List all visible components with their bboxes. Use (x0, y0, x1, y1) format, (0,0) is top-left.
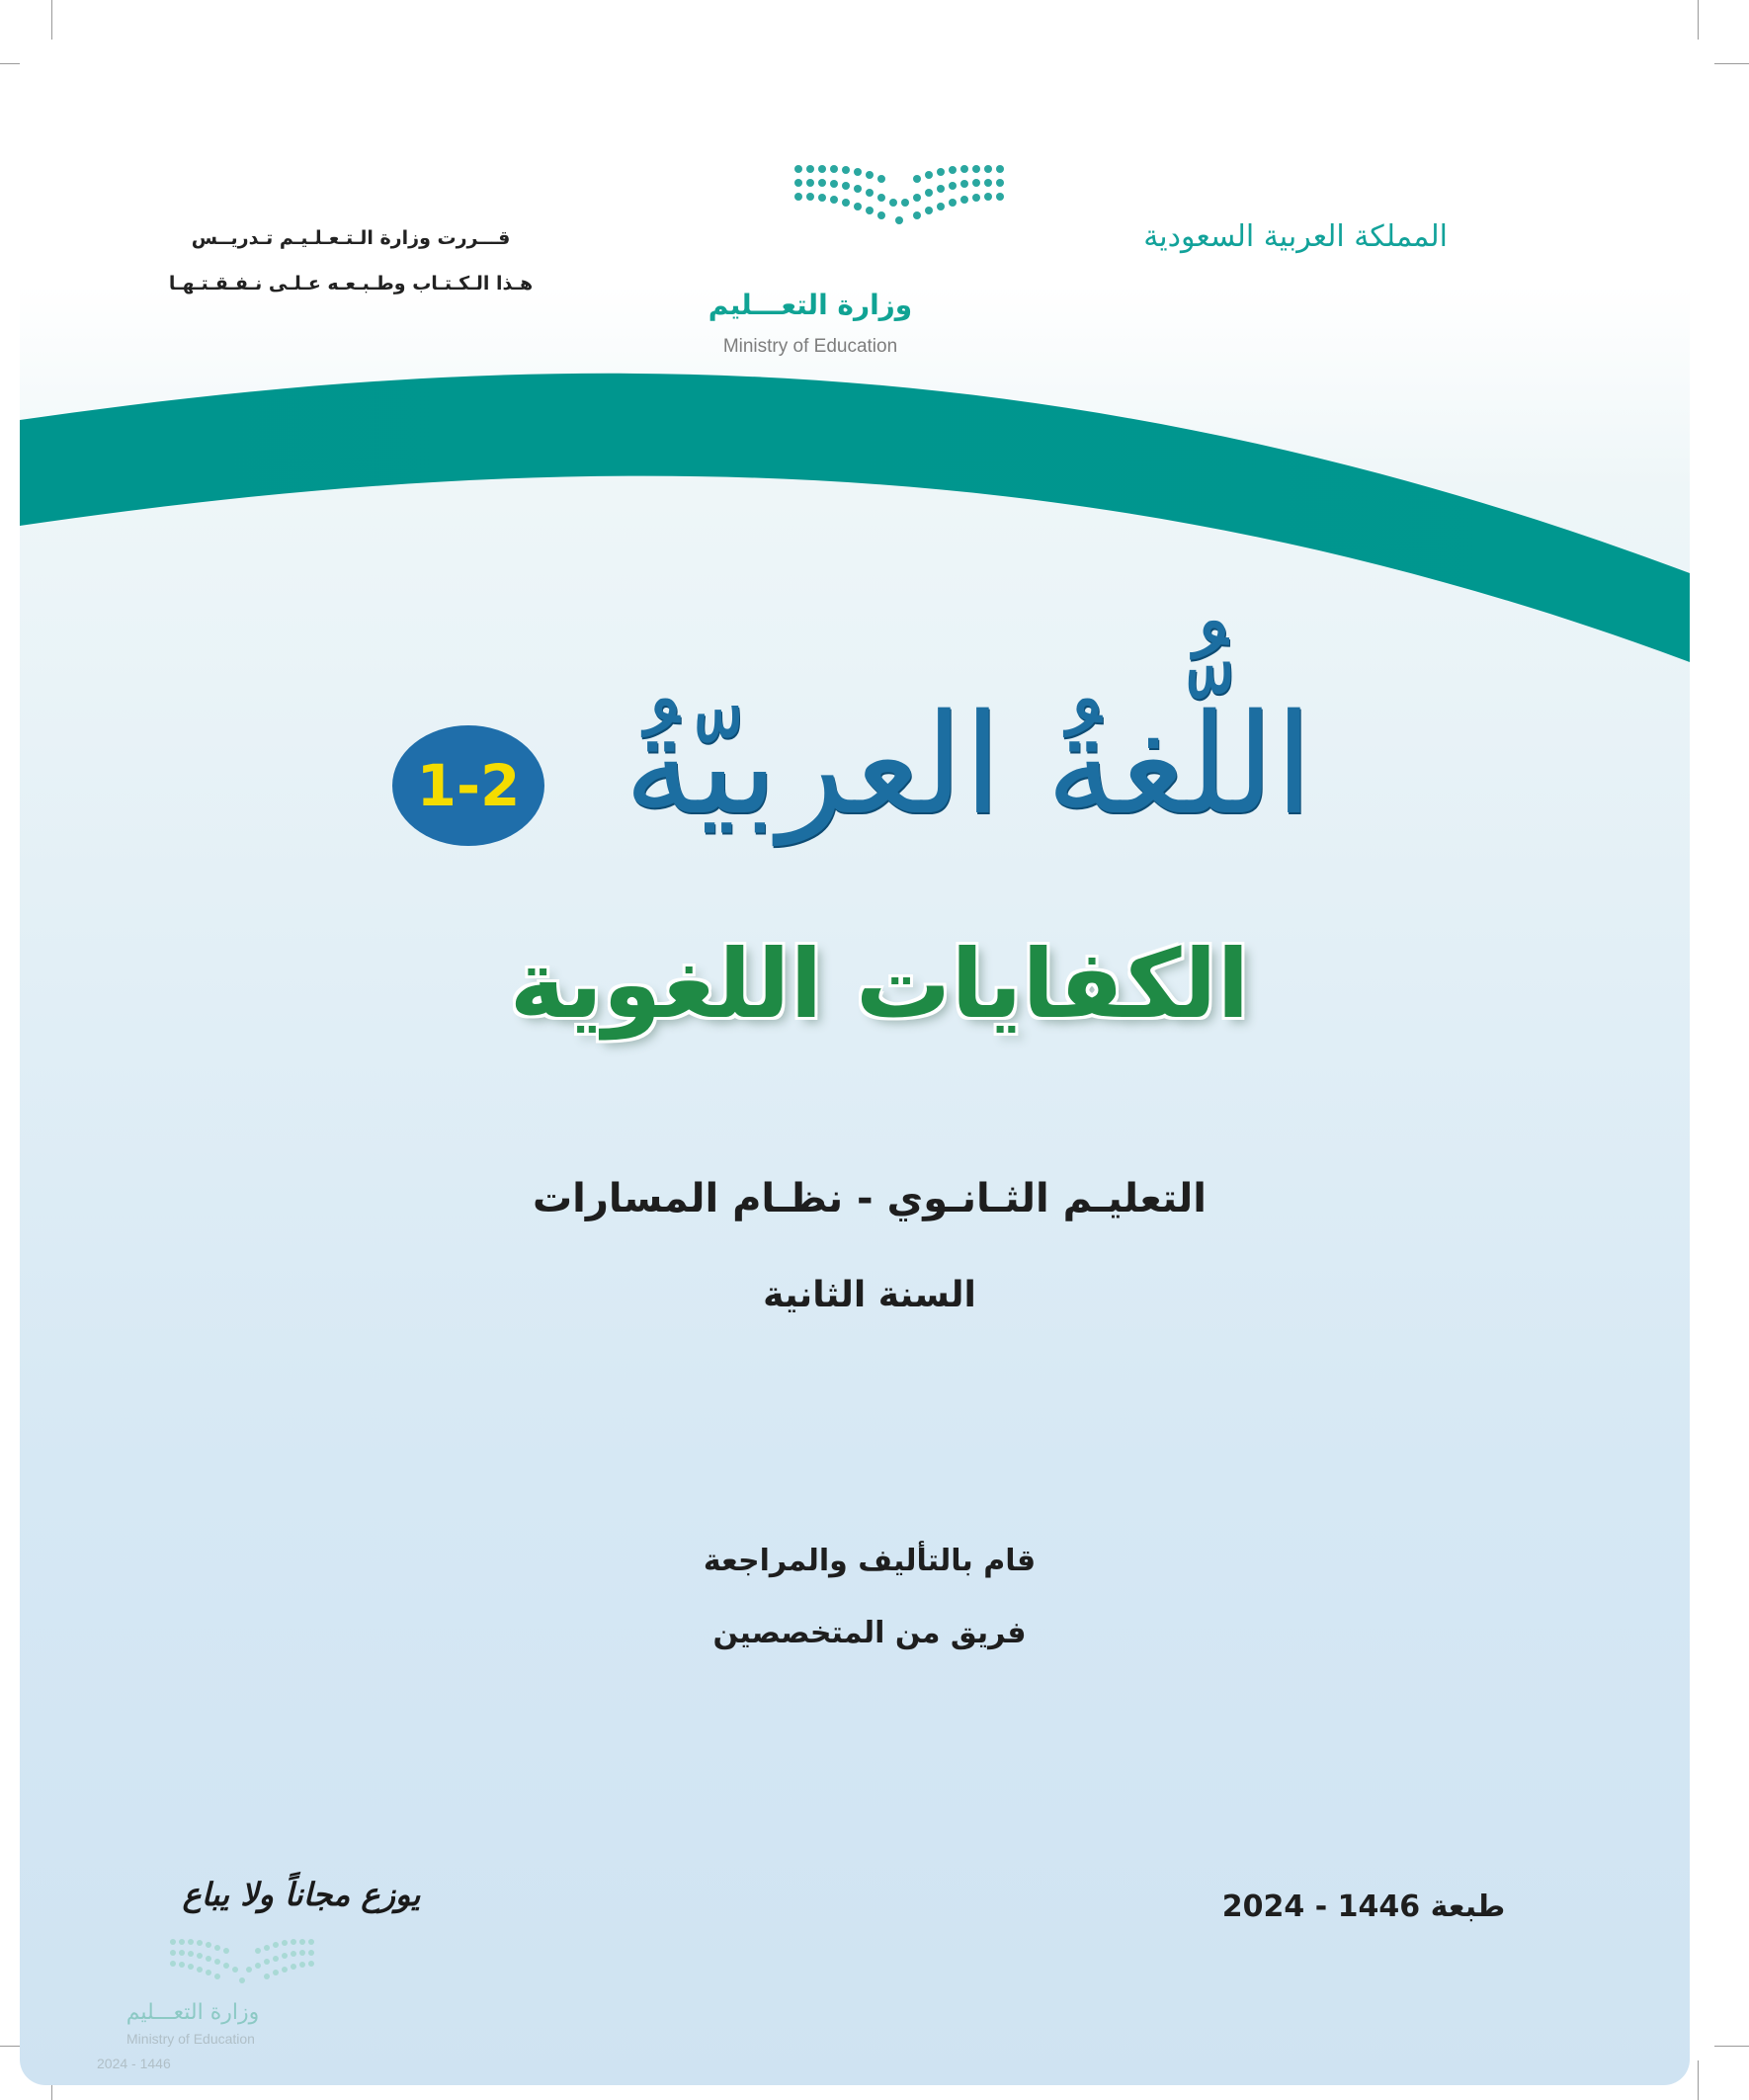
ministry-logo-icon (791, 163, 1008, 282)
approval-line-2: هـذا الـكـتـاب وطـبـعـه عـلـى نـفـقـتـهـا (168, 273, 534, 294)
education-stage: التعليـم الثـانـوي - نظـام المسارات (532, 1176, 1207, 1221)
authors-label: قام بالتأليف والمراجعة (703, 1544, 1037, 1578)
crop-mark (1714, 2046, 1749, 2047)
book-cover (20, 40, 1690, 2085)
watermark-year: 2024 - 1446 (97, 2056, 171, 2071)
crop-mark (51, 0, 52, 40)
ministry-name-ar: وزارة التعـــليم (708, 289, 913, 321)
edition-year: طبعة 1446 - 2024 (1221, 1890, 1506, 1924)
approval-line-1: قـــررت وزارة الـتـعـلـيـم تـدريــس (191, 227, 511, 249)
school-year: السنة الثانية (763, 1275, 976, 1315)
ministry-approval-note (168, 215, 534, 306)
watermark-ministry-en: Ministry of Education (126, 2031, 255, 2047)
watermark-ministry-ar: وزارة التعـــليم (125, 2000, 260, 2025)
ministry-watermark-icon (168, 1937, 316, 1994)
crop-mark (1714, 63, 1749, 64)
book-title: اللُّغةُ العربيّةُ (624, 685, 1313, 846)
crop-mark (1698, 2060, 1699, 2100)
teal-curved-band (20, 40, 1690, 731)
free-distribution-note: يوزع مجاناً ولا يباع (182, 1876, 421, 1913)
part-badge (392, 725, 544, 846)
ministry-name-en: Ministry of Education (722, 336, 898, 357)
authors-team: فريق من المتخصصين (712, 1616, 1027, 1650)
crop-mark (1698, 0, 1699, 40)
part-number: 1-2 (416, 752, 521, 819)
kingdom-name: المملكة العربية السعودية (1143, 219, 1448, 254)
book-subtitle: الكفايات اللغوية (509, 929, 1250, 1040)
